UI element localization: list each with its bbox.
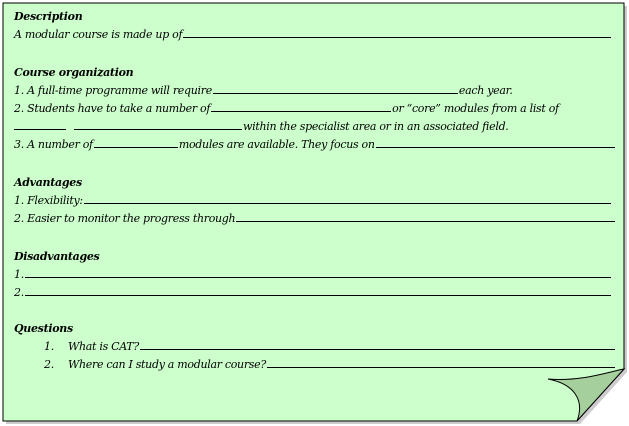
blank-course-item-2a[interactable] <box>211 101 391 112</box>
blank-disadvantage-2[interactable] <box>25 285 611 296</box>
disadvantage-item-2-number: 2. <box>14 286 24 299</box>
heading-questions: Questions <box>14 322 73 335</box>
blank-course-item-2c[interactable] <box>74 119 242 130</box>
question-2-text: Where can I study a modular course? <box>68 358 266 371</box>
blank-advantage-2[interactable] <box>236 211 615 222</box>
heading-advantages: Advantages <box>14 176 82 189</box>
course-item-2-middle: or “core” modules from a list of <box>392 102 559 115</box>
question-2 <box>44 356 616 374</box>
course-item-1-suffix: each year. <box>458 84 513 97</box>
advantage-item-2-text: 2. Easier to monitor the progress through <box>14 212 236 225</box>
question-2-number: 2. <box>44 358 54 371</box>
blank-advantage-1[interactable] <box>84 193 611 204</box>
blank-course-item-1[interactable] <box>213 83 458 94</box>
course-item-1-text: 1. A full-time programme will require <box>14 84 212 97</box>
blank-question-1[interactable] <box>140 339 615 350</box>
disadvantage-item-1 <box>14 266 612 284</box>
advantage-item-1 <box>14 192 612 210</box>
course-item-2-continued <box>14 118 509 136</box>
description-text: A modular course is made up of <box>14 28 183 41</box>
blank-course-item-3b[interactable] <box>376 137 615 148</box>
course-item-3-middle: modules are available. They focus on <box>178 138 375 151</box>
question-1-text: What is CAT? <box>68 340 139 353</box>
heading-course-organization: Course organization <box>14 66 134 79</box>
advantage-item-2 <box>14 210 616 228</box>
blank-description[interactable] <box>183 27 611 38</box>
blank-course-item-2b[interactable] <box>14 119 66 130</box>
course-item-2-text: 2. Students have to take a number of <box>14 102 211 115</box>
heading-description: Description <box>14 10 83 23</box>
disadvantage-item-2 <box>14 284 612 302</box>
question-1-number: 1. <box>44 340 54 353</box>
course-item-2 <box>14 100 559 118</box>
blank-course-item-3a[interactable] <box>94 137 178 148</box>
course-item-1 <box>14 82 513 100</box>
heading-disadvantages: Disadvantages <box>14 250 100 263</box>
course-item-3 <box>14 136 616 154</box>
description-line <box>14 26 612 44</box>
blank-disadvantage-1[interactable] <box>25 267 611 278</box>
advantage-item-1-text: 1. Flexibility: <box>14 194 83 207</box>
blank-question-2[interactable] <box>267 357 615 368</box>
course-item-3-text: 3. A number of <box>14 138 93 151</box>
course-item-2-suffix: within the specialist area or in an associated field. <box>243 120 509 133</box>
disadvantage-item-1-number: 1. <box>14 268 24 281</box>
question-1 <box>44 338 616 356</box>
